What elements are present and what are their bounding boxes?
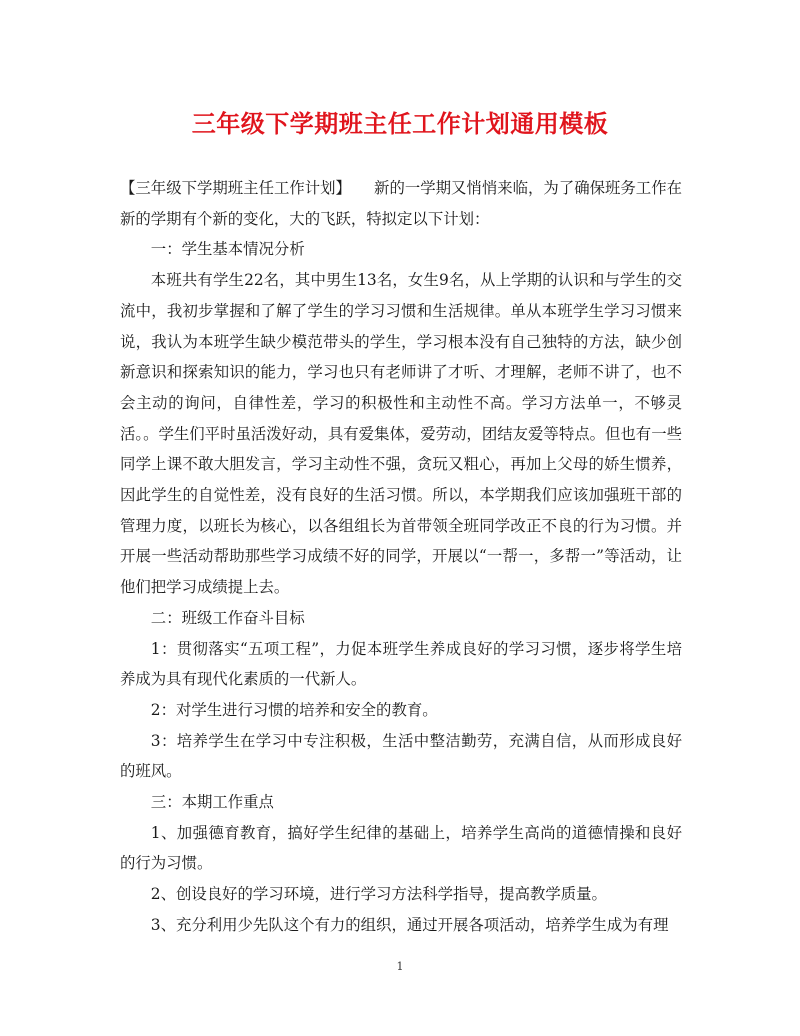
- goal-item-2: 2：对学生进行习惯的培养和安全的教育。: [150, 700, 438, 719]
- section-heading-3: 三：本期工作重点: [150, 793, 274, 812]
- document-body: [120, 173, 682, 941]
- goal-item-3: 3：培养学生在学习中专注积极，生活中整洁勤劳，充满自信，从而形成良好的班风。: [120, 731, 682, 781]
- section-heading-2: 二：班级工作奋斗目标: [150, 608, 305, 627]
- section-heading-1: 一：学生基本情况分析: [150, 240, 305, 259]
- focus-item-2: 2、创设良好的学习环境，进行学习方法科学指导，提高教学质量。: [150, 885, 607, 904]
- focus-item-1: 1、加强德育教育，搞好学生纪律的基础上，培养学生高尚的道德情操和良好的行为习惯。: [120, 823, 682, 873]
- paragraph-student-analysis: 本班共有学生22名，其中男生13名，女生9名，从上学期的认识和与学生的交流中，我初步掌握和了解了学生的学习习惯和生活规律。单从本班学生学习习惯来说，我认为本班学生缺少模范带头的学生，学习根本没有自己独特的方法，缺少创新意识和探索知识的能力，学习也只有老师讲了才听、才理解，老师不讲了，也不会主动的询问，自律性差，学习的积极性和主动性不高。学习方法单一，不够灵活。。学生们平时虽活泼好动，具有爱集体，爱劳动，团结友爱等特点。但也有一些同学上课不敢大胆发言，学习主动性不强，贪玩又粗心，再加上父母的娇生惯养，因此学生的自觉性差，没有良好的生活习惯。所以，本学期我们应该加强班干部的管理力度，以班长为核心，以各组组长为首带领全班同学改正不良的行为习惯。并开展一些活动帮助那些学习成绩不好的同学，开展以“一帮一，多帮一”等活动，让他们把学习成绩提上去。: [120, 271, 682, 597]
- page-title: 三年级下学期班主任工作计划通用模板: [191, 110, 609, 138]
- page-number: 1: [396, 960, 404, 973]
- goal-item-1: 1：贯彻落实“五项工程”，力促本班学生养成良好的学习习惯，逐步将学生培养成为具有现代化素质的一代新人。: [120, 639, 682, 689]
- intro-paragraph: 【三年级下学期班主任工作计划】 新的一学期又悄悄来临，为了确保班务工作在新的学期有个新的变化，大的飞跃，特拟定以下计划：: [120, 179, 682, 228]
- focus-item-3: 3、充分利用少先队这个有力的组织，通过开展各项活动，培养学生成为有理: [150, 915, 669, 934]
